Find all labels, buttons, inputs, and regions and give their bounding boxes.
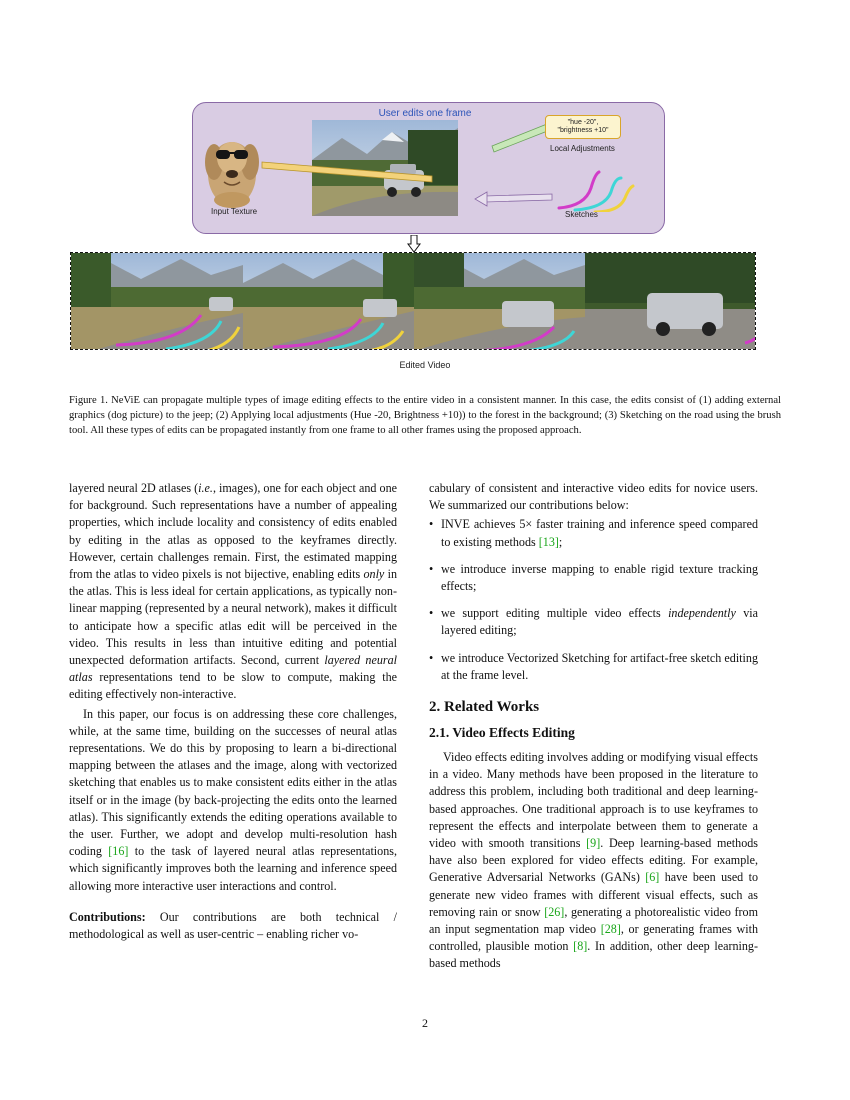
figure-caption: Figure 1. NeViE can propagate multiple types of image editing effects to the entire video in a consistent manner. In this case, the edits consist of (1) adding external graphics (dog picture) to the jeep; (2) Applying local adjustments (Hue -20, Brightness +10)) to the forest in the background; (3) Sketching on the road using the brush tool. All these types of edits can be propagated instantly from one frame to all other frames using the proposed approach.	[69, 395, 781, 436]
citation-link[interactable]: [28]	[600, 922, 621, 937]
local-adjustments-label: Local Adjustments	[550, 144, 615, 153]
sketches-label: Sketches	[565, 210, 598, 219]
contributions-list	[429, 516, 758, 684]
sketch-strokes	[555, 168, 635, 212]
paragraph-contrib-intro: cabulary of consistent and interactive video edits for novice users. We summarized our contributions below:	[429, 481, 758, 513]
list-item: • we introduce Vectorized Sketching for artifact-free sketch editing at the frame level.	[429, 650, 758, 682]
list-item: • we introduce inverse mapping to enable rigid texture tracking effects;	[429, 561, 758, 594]
subsection-heading: 2.1. Video Effects Editing	[429, 725, 575, 741]
figure-1	[0, 0, 850, 380]
paragraph-video-effects: Video effects editing involves adding or modifying visual effects in a video. Many methods have been proposed in the literature to address this problem, including both traditional and deep learning-based approaches. One traditional approach is to use keyframes to represent the effects and interpolate between them to generate a video with smooth transitions [9]. Deep learning-based methods have also been explored for video effects editing. For example, Generative Adversarial Networks (GANs) [6] have been used to generate new video frames with different visual effects, such as removing rain or snow [26], generating a photorealistic video from an input segmentation map video [28], or generating frames with controlled, plausible motion [8]. In addition, other deep learning-based methods	[429, 750, 759, 971]
citation-link[interactable]: [6]	[645, 870, 660, 885]
citation-link[interactable]: [8]	[573, 939, 588, 954]
edited-video-strip	[70, 252, 756, 350]
list-item: • we support editing multiple video effects independently via layered editing;	[429, 606, 758, 638]
citation-link[interactable]: [16]	[108, 844, 129, 859]
page-number: 2	[422, 1016, 428, 1030]
list-item: • INVE achieves 5× faster training and inference speed compared to existing methods [13];	[429, 517, 758, 549]
citation-link[interactable]: [9]	[586, 836, 601, 851]
down-arrow-icon	[407, 235, 421, 253]
paragraph-contributions: Contributions: Our contributions are both technical / methodological as well as user-centric – enabling richer vo-	[69, 909, 397, 942]
paragraph-atlases: layered neural 2D atlases (i.e., images), one for each object and one for background. Such representations have a number of appealing properties, which include locality and consistency of edits enabled by editing in the atlas as opposed to the keyframes directly. However, certain challenges remain. First, the estimated mapping from the atlas to video pixels is not bijective, enabling edits only in the atlas. This is less ideal for certain applications, as typically non-linear mapping (represented by a neural network), makes it difficult to anticipate how a specific atlas edit will be perceived in the video. This results in less than intuitive editing and potential unexpected deformation artifacts. Second, current layered neural atlas representations tend to be slow to compute, making the editing effectively non-interactive.	[69, 481, 397, 702]
section-heading: 2. Related Works	[429, 699, 540, 716]
local-adjustment-box: "hue -20", "brightness +10"	[545, 115, 621, 139]
video-frame-3	[414, 253, 585, 350]
video-frame-2	[243, 253, 414, 350]
video-frames	[71, 253, 756, 350]
video-frame-1	[71, 253, 243, 350]
right-column	[429, 480, 758, 973]
input-texture-label: Input Texture	[211, 207, 258, 216]
left-column	[69, 480, 397, 943]
video-frame-4	[585, 253, 756, 350]
citation-link[interactable]: [13]	[538, 534, 559, 549]
panel-title: User edits one frame	[378, 108, 472, 119]
paragraph-focus: In this paper, our focus is on addressing these core challenges, while, at the same time, building on the successes of neural atlas representations. We do this by proposing to learn a bi-directional mapping between the atlases and the image, along with vectorized sketching that enables us to make consistent edits either in the atlas itself or in the image (by back-projecting the edits onto the learned atlas). This significantly extends the editing operations available to the user. Further, we adopt and develop multi-resolution hash coding [16] to the task of layered neural atlas representations, which significantly improves both the learning and inference speed allowing more interactive user interactions and control.	[69, 706, 397, 893]
citation-link[interactable]: [26]	[544, 904, 565, 919]
edited-video-label: Edited Video	[399, 360, 451, 370]
